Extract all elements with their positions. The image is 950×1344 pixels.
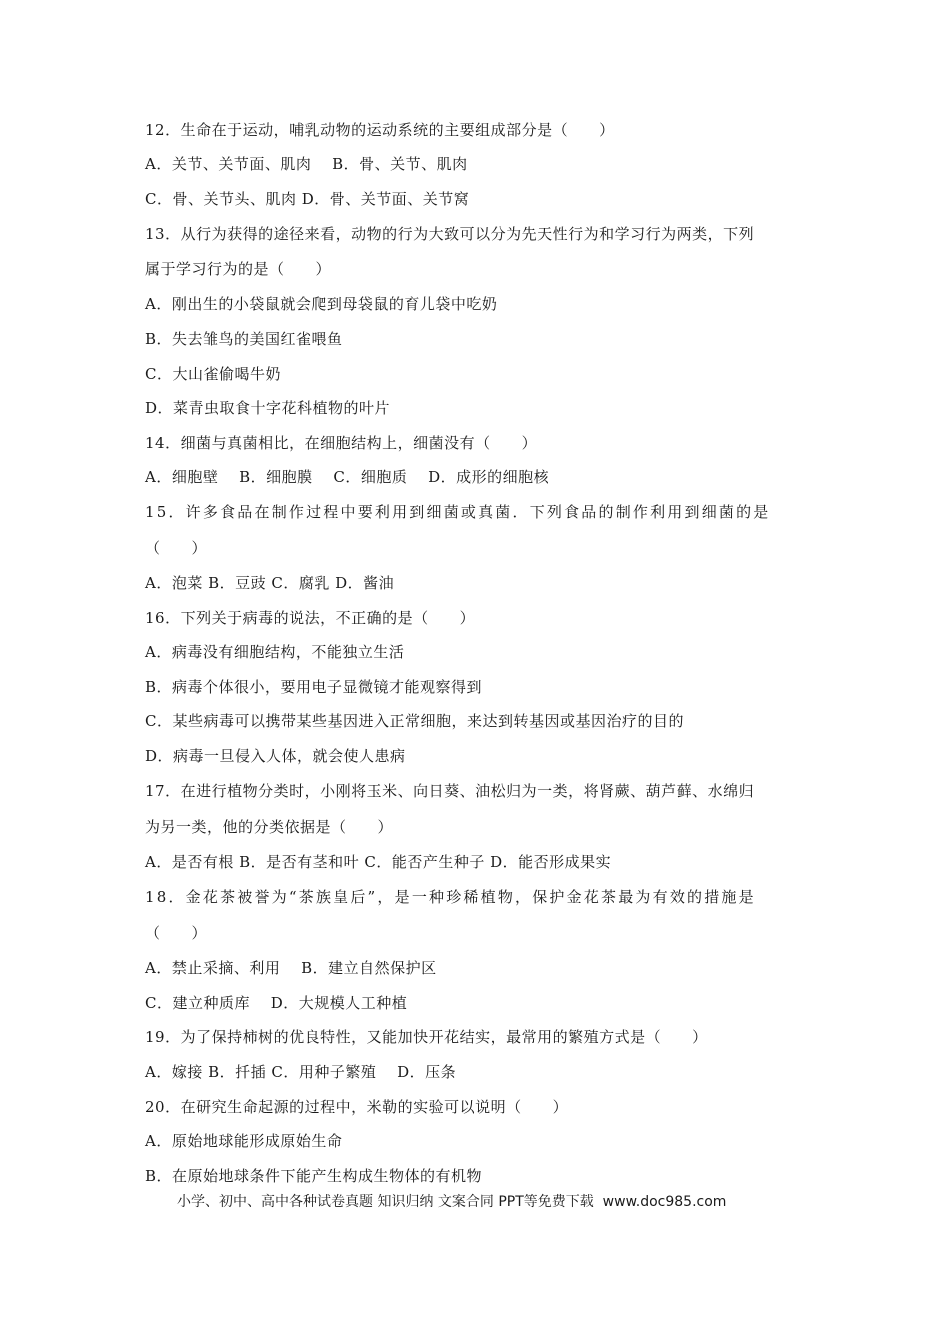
question-16-stem: 16．下列关于病毒的说法，不正确的是（ ）: [145, 609, 476, 627]
question-20-option-a: A．原始地球能形成原始生命: [145, 1132, 343, 1150]
question-18-stem: 18．金花茶被誉为“茶族皇后”，是一种珍稀植物，保护金花茶最为有效的措施是: [145, 888, 756, 906]
question-15-options: A．泡菜 B．豆豉 C．腐乳 D．酱油: [145, 574, 395, 592]
question-14-stem: 14．细菌与真菌相比，在细胞结构上，细菌没有（ ）: [145, 434, 538, 452]
question-17-stem-continued: 为另一类，他的分类依据是（ ）: [145, 818, 394, 836]
question-16-option-d: D．病毒一旦侵入人体，就会使人患病: [145, 747, 406, 765]
question-15-stem: 15．许多食品在制作过程中要利用到细菌或真菌．下列食品的制作利用到细菌的是: [145, 503, 771, 521]
question-13-option-d: D．菜青虫取食十字花科植物的叶片: [145, 399, 391, 417]
question-18-stem-continued: （ ）: [145, 924, 208, 942]
question-13-option-a: A．刚出生的小袋鼠就会爬到母袋鼠的育儿袋中吃奶: [145, 295, 498, 313]
question-18-options-ab: A．禁止采摘、利用 B．建立自然保护区: [145, 959, 437, 977]
question-19-options: A．嫁接 B．扦插 C．用种子繁殖 D．压条: [145, 1063, 457, 1081]
page-footer: 小学、初中、高中各种试卷真题 知识归纳 文案合同 PPT等免费下载 www.doc985.com: [177, 1194, 727, 1210]
question-15-stem-continued: （ ）: [145, 539, 208, 557]
question-20-stem: 20．在研究生命起源的过程中，米勒的实验可以说明（ ）: [145, 1098, 569, 1116]
question-12-stem: 12．生命在于运动，哺乳动物的运动系统的主要组成部分是（ ）: [145, 121, 615, 139]
question-16-option-c: C．某些病毒可以携带某些基因进入正常细胞，来达到转基因或基因治疗的目的: [145, 712, 684, 730]
question-13-stem: 13．从行为获得的途径来看，动物的行为大致可以分为先天性行为和学习行为两类，下列: [145, 225, 755, 243]
question-20-option-b: B．在原始地球条件下能产生构成生物体的有机物: [145, 1167, 483, 1185]
question-17-options: A．是否有根 B．是否有茎和叶 C．能否产生种子 D．能否形成果实: [145, 853, 612, 871]
question-18-options-cd: C．建立种质库 D．大规模人工种植: [145, 994, 408, 1012]
question-13-option-c: C．大山雀偷喝牛奶: [145, 365, 281, 383]
question-19-stem: 19．为了保持柿树的优良特性，又能加快开花结实，最常用的繁殖方式是（ ）: [145, 1028, 708, 1046]
question-13-stem-continued: 属于学习行为的是（ ）: [145, 260, 332, 278]
question-13-option-b: B．失去雏鸟的美国红雀喂鱼: [145, 330, 343, 348]
question-12-options-ab: A．关节、关节面、肌肉 B．骨、关节、肌肉: [145, 155, 468, 173]
question-12-options-cd: C．骨、关节头、肌肉 D．骨、关节面、关节窝: [145, 190, 470, 208]
question-16-option-a: A．病毒没有细胞结构，不能独立生活: [145, 643, 405, 661]
question-16-option-b: B．病毒个体很小，要用电子显微镜才能观察得到: [145, 678, 483, 696]
question-14-options: A．细胞壁 B．细胞膜 C．细胞质 D．成形的细胞核: [145, 468, 550, 486]
question-17-stem: 17．在进行植物分类时，小刚将玉米、向日葵、油松归为一类，将肾蕨、葫芦藓、水绵归: [145, 782, 755, 800]
